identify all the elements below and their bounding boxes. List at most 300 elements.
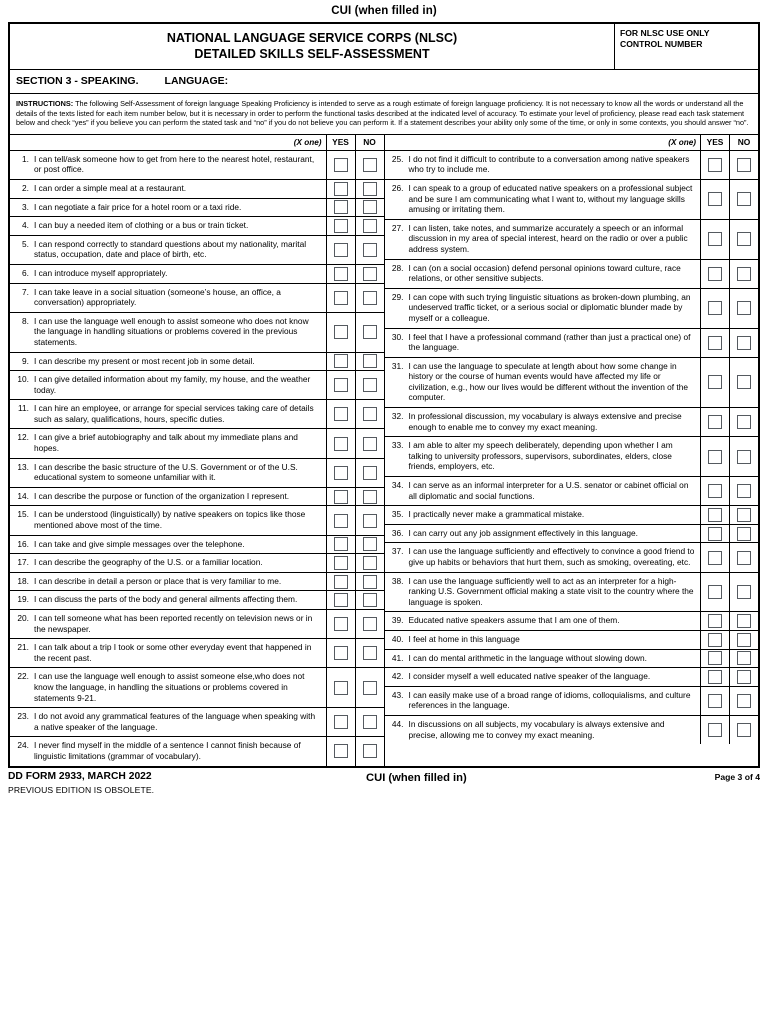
left-no-checkbox-cell[interactable] [355,639,384,667]
no-checkbox[interactable] [737,694,751,708]
form-id-block [8,771,154,795]
item-label: I can easily make use of a broad range of idioms, colloquialisms, and culture references in the language. [408,689,691,711]
item-label: I do not avoid any grammatical features of the language when speaking with a native speaker of the language. [34,711,316,732]
table-row [385,543,759,572]
yes-checkbox[interactable] [334,466,348,480]
right-yes-checkbox-cell[interactable] [700,650,729,668]
no-checkbox[interactable] [363,575,377,589]
yes-checkbox[interactable] [708,158,722,172]
table-row [385,525,759,544]
item-statement [10,265,326,283]
left-no-checkbox-cell[interactable] [355,668,384,707]
item-number: 42. [391,671,404,682]
left-yes-checkbox-cell[interactable] [326,284,355,312]
left-no-checkbox-cell[interactable] [355,353,384,371]
table-row [385,573,759,613]
yes-checkbox[interactable] [708,232,722,246]
right-no-checkbox-cell[interactable] [729,543,758,571]
item-number: 11. [18,403,29,414]
no-checkbox[interactable] [737,551,751,565]
cui-banner-bottom: CUI (when filled in) [366,771,467,784]
yes-checkbox[interactable] [708,508,722,522]
left-yes-checkbox-cell[interactable] [326,554,355,572]
no-checkbox[interactable] [363,617,377,631]
item-statement [10,708,326,736]
right-yes-checkbox-cell[interactable] [700,151,729,179]
no-checkbox[interactable] [737,415,751,429]
left-yes-checkbox-cell[interactable] [326,400,355,428]
no-checkbox[interactable] [363,378,377,392]
left-no-checkbox-cell[interactable] [355,236,384,264]
right-yes-checkbox-cell[interactable] [700,687,729,715]
no-checkbox[interactable] [737,527,751,541]
left-no-checkbox-cell[interactable] [355,313,384,352]
right-x-one-label: (X one) [668,137,696,147]
yes-checkbox[interactable] [334,378,348,392]
right-yes-checkbox-cell[interactable] [700,477,729,505]
no-checkbox[interactable] [737,158,751,172]
right-no-checkbox-cell[interactable] [729,631,758,649]
item-statement [385,220,701,259]
form-footer [8,768,760,795]
item-number: 44. [391,718,404,729]
left-no-checkbox-cell[interactable] [355,459,384,487]
right-no-checkbox-cell[interactable] [729,525,758,543]
form-frame [8,22,760,768]
no-checkbox[interactable] [363,490,377,504]
table-row [385,631,759,650]
item-number: 25. [391,153,404,164]
item-number: 24. [17,740,29,751]
item-label: I can talk about a trip I took or some other everyday event that happened in the recent past. [34,642,312,663]
item-label: I can tell someone what has been reported recently on television news or in the newspaper. [34,613,313,634]
item-label: I can carry out any job assignment effectively in this language. [408,527,638,538]
item-number: 1. [22,153,29,164]
no-checkbox[interactable] [363,182,377,196]
yes-checkbox[interactable] [334,291,348,305]
item-label: I can describe my present or most recent job in some detail. [34,355,255,366]
no-checkbox[interactable] [363,219,377,233]
left-no-checkbox-cell[interactable] [355,573,384,591]
item-statement [10,151,326,179]
table-row [10,591,384,610]
left-yes-checkbox-cell[interactable] [326,151,355,179]
left-yes-checkbox-cell[interactable] [326,708,355,736]
left-no-checkbox-cell[interactable] [355,284,384,312]
item-label: I can describe the purpose or function of the organization I represent. [34,490,290,501]
control-number-label-line1: FOR NLSC USE ONLY [620,28,710,38]
item-statement [10,236,326,264]
left-no-checkbox-cell[interactable] [355,554,384,572]
table-row [10,353,384,372]
item-statement [10,199,326,217]
no-checkbox[interactable] [363,291,377,305]
yes-checkbox[interactable] [708,375,722,389]
left-no-checkbox-cell[interactable] [355,199,384,217]
item-number: 6. [22,267,29,278]
item-label: I can speak to a group of educated native speakers on a professional subject and be sure I am communicating what I want to, without my language skills amusing or irritating them. [408,182,693,215]
yes-checkbox[interactable] [334,744,348,758]
item-number: 15. [17,509,29,520]
right-yes-checkbox-cell[interactable] [700,668,729,686]
right-no-checkbox-cell[interactable] [729,408,758,436]
item-label: I feel that I have a professional command (rather than just a practical one) of the language. [408,331,691,353]
table-row [385,260,759,289]
left-no-checkbox-cell[interactable] [355,506,384,534]
item-statement [385,180,701,219]
right-yes-checkbox-cell[interactable] [700,289,729,328]
no-checkbox[interactable] [737,723,751,737]
item-number: 34. [391,480,404,491]
yes-checkbox[interactable] [334,200,348,214]
left-yes-checkbox-cell[interactable] [326,591,355,609]
right-no-checkbox-cell[interactable] [729,573,758,612]
right-no-checkbox-cell[interactable] [729,289,758,328]
right-no-checkbox-cell[interactable] [729,687,758,715]
item-statement [10,488,326,506]
yes-checkbox[interactable] [708,633,722,647]
table-row [385,220,759,260]
no-checkbox[interactable] [363,407,377,421]
form-title [10,24,614,69]
item-number: 13. [17,461,29,472]
item-statement [385,289,701,328]
item-label: I can serve as an informal interpreter for a U.S. senator or cabinet official on all diplomatic and social functions. [408,480,689,501]
no-checkbox[interactable] [737,484,751,498]
item-statement [385,437,701,476]
table-row [385,329,759,358]
table-row [10,313,384,353]
right-no-checkbox-cell[interactable] [729,477,758,505]
left-x-one-label: (X one) [293,137,322,147]
yes-checkbox[interactable] [708,694,722,708]
no-checkbox[interactable] [737,232,751,246]
yes-checkbox[interactable] [708,267,722,281]
table-row [10,506,384,535]
item-statement [385,408,701,436]
item-label: I can use the language well enough to assist someone else,who does not know the language, in handling the situations or problems covered in statements 9-21. [34,671,305,703]
item-label: I can give detailed information about my family, my house, and the weather today. [34,374,311,395]
item-label: I can do mental arithmetic in the language without slowing down. [408,652,647,663]
item-statement [10,668,326,707]
right-yes-checkbox-cell[interactable] [700,437,729,476]
yes-checkbox[interactable] [708,336,722,350]
yes-checkbox[interactable] [708,415,722,429]
item-label: I can hire an employee, or arrange for special services taking care of details such as salary, qualifications, hours, specific duties. [34,403,314,424]
left-no-checkbox-cell[interactable] [355,180,384,198]
item-statement [10,554,326,572]
item-number: 14. [17,490,29,501]
right-yes-checkbox-cell[interactable] [700,525,729,543]
left-no-checkbox-cell[interactable] [355,151,384,179]
no-checkbox[interactable] [363,514,377,528]
item-label: I can respond correctly to standard questions about my nationality, marital status, occupation, date and place of birth, etc. [34,238,307,260]
item-number: 31. [391,360,404,371]
item-number: 40. [391,633,404,644]
no-checkbox[interactable] [363,556,377,570]
table-row [10,668,384,708]
right-no-checkbox-cell[interactable] [729,437,758,476]
yes-checkbox[interactable] [334,490,348,504]
right-no-checkbox-cell[interactable] [729,358,758,407]
item-statement [10,639,326,667]
right-no-checkbox-cell[interactable] [729,220,758,259]
no-checkbox[interactable] [737,633,751,647]
yes-checkbox[interactable] [708,527,722,541]
left-yes-checkbox-cell[interactable] [326,459,355,487]
item-label: In discussions on all subjects, my vocabulary is always extensive and precise, allowing me to convey my exact meaning. [408,718,665,740]
control-number-label-line2: CONTROL NUMBER [620,39,703,49]
right-no-checkbox-cell[interactable] [729,716,758,744]
yes-checkbox[interactable] [334,575,348,589]
left-no-checkbox-cell[interactable] [355,610,384,638]
yes-checkbox[interactable] [334,681,348,695]
left-no-checkbox-cell[interactable] [355,488,384,506]
title-band [10,24,758,70]
right-yes-checkbox-cell[interactable] [700,180,729,219]
table-row [385,477,759,506]
no-checkbox[interactable] [737,585,751,599]
left-yes-checkbox-cell[interactable] [326,610,355,638]
left-no-checkbox-cell[interactable] [355,708,384,736]
item-number: 10. [17,374,29,385]
yes-checkbox[interactable] [708,614,722,628]
right-yes-checkbox-cell[interactable] [700,543,729,571]
no-checkbox[interactable] [363,593,377,607]
left-yes-checkbox-cell[interactable] [326,536,355,554]
table-row [10,488,384,507]
yes-checkbox[interactable] [334,537,348,551]
left-yes-checkbox-cell[interactable] [326,265,355,283]
table-row [10,737,384,765]
item-statement [10,353,326,371]
item-statement [385,525,701,543]
no-checkbox[interactable] [737,614,751,628]
yes-checkbox[interactable] [708,301,722,315]
item-number: 16. [17,538,29,549]
item-statement [10,313,326,352]
item-label: I can take and give simple messages over the telephone. [34,538,245,549]
no-checkbox[interactable] [737,301,751,315]
right-yes-checkbox-cell[interactable] [700,612,729,630]
left-yes-checkbox-cell[interactable] [326,737,355,765]
yes-checkbox[interactable] [334,354,348,368]
item-label: I can buy a needed item of clothing or a bus or train ticket. [34,220,249,231]
no-checkbox[interactable] [737,651,751,665]
right-no-checkbox-cell[interactable] [729,650,758,668]
item-label: I consider myself a well educated native speaker of the language. [408,671,651,682]
previous-edition-note: PREVIOUS EDITION IS OBSOLETE. [8,784,155,795]
item-number: 12. [17,432,29,443]
left-yes-checkbox-cell[interactable] [326,429,355,457]
language-label: LANGUAGE: [164,75,229,87]
yes-checkbox[interactable] [334,407,348,421]
no-checkbox[interactable] [363,158,377,172]
left-no-checkbox-cell[interactable] [355,371,384,399]
yes-checkbox[interactable] [334,617,348,631]
yes-checkbox[interactable] [708,723,722,737]
left-yes-checkbox-cell[interactable] [326,353,355,371]
right-no-checkbox-cell[interactable] [729,180,758,219]
control-number-box[interactable] [614,24,758,69]
no-checkbox[interactable] [737,450,751,464]
table-row [10,573,384,592]
left-yes-checkbox-cell[interactable] [326,668,355,707]
no-checkbox[interactable] [737,336,751,350]
left-yes-checkbox-cell[interactable] [326,236,355,264]
item-label: I can describe the basic structure of the U.S. Government or of the U.S. educational system to someone unfamiliar with it. [34,461,298,483]
item-statement [10,371,326,399]
left-yes-checkbox-cell[interactable] [326,199,355,217]
no-checkbox[interactable] [737,670,751,684]
no-checkbox[interactable] [737,375,751,389]
item-label: I can give a brief autobiography and talk about my immediate plans and hopes. [34,432,298,454]
right-no-checkbox-cell[interactable] [729,612,758,630]
yes-checkbox[interactable] [708,670,722,684]
right-yes-checkbox-cell[interactable] [700,716,729,744]
item-statement [385,650,701,668]
no-checkbox[interactable] [363,715,377,729]
left-yes-checkbox-cell[interactable] [326,639,355,667]
item-statement [385,506,701,524]
right-no-checkbox-cell[interactable] [729,329,758,357]
item-number: 43. [391,689,404,700]
instructions-lead: INSTRUCTIONS: [16,99,74,108]
left-yes-checkbox-cell[interactable] [326,180,355,198]
item-label: I can discuss the parts of the body and general ailments affecting them. [34,594,298,605]
item-label: I can tell/ask someone how to get from here to the nearest hotel, restaurant, or post office. [34,153,315,175]
item-number: 8. [22,315,29,326]
no-checkbox[interactable] [363,267,377,281]
table-row [10,217,384,236]
no-checkbox[interactable] [363,466,377,480]
yes-checkbox[interactable] [334,158,348,172]
right-no-checkbox-cell[interactable] [729,668,758,686]
left-no-checkbox-cell[interactable] [355,400,384,428]
yes-checkbox[interactable] [334,182,348,196]
yes-checkbox[interactable] [334,715,348,729]
left-no-checkbox-cell[interactable] [355,591,384,609]
table-row [385,151,759,180]
no-checkbox[interactable] [363,744,377,758]
right-yes-checkbox-cell[interactable] [700,506,729,524]
table-row [10,151,384,180]
yes-checkbox[interactable] [708,484,722,498]
item-label: I can describe the geography of the U.S. or a familiar location. [34,557,263,568]
item-number: 29. [391,291,404,302]
no-checkbox[interactable] [363,200,377,214]
left-no-checkbox-cell[interactable] [355,737,384,765]
no-checkbox[interactable] [363,243,377,257]
right-yes-checkbox-cell[interactable] [700,573,729,612]
left-yes-checkbox-cell[interactable] [326,506,355,534]
table-row [385,289,759,329]
right-no-checkbox-cell[interactable] [729,506,758,524]
item-label: I can order a simple meal at a restaurant. [34,182,187,193]
yes-checkbox[interactable] [334,556,348,570]
right-yes-checkbox-cell[interactable] [700,631,729,649]
form-title-line2: DETAILED SKILLS SELF-ASSESSMENT [194,47,430,61]
no-checkbox[interactable] [363,437,377,451]
table-row [10,536,384,555]
right-yes-checkbox-cell[interactable] [700,329,729,357]
yes-checkbox[interactable] [708,551,722,565]
item-label: I never find myself in the middle of a sentence I cannot finish because of linguistic limitations (grammar of vocabulary). [34,740,301,761]
item-label: I can negotiate a fair price for a hotel room or a taxi ride. [34,201,242,212]
yes-checkbox[interactable] [334,646,348,660]
instructions-block [10,94,758,135]
item-number: 35. [391,509,404,520]
item-label: I do not find it difficult to contribute to a conversation among native speakers who try to include me. [408,153,690,175]
table-row [10,199,384,218]
no-checkbox[interactable] [737,267,751,281]
left-no-checkbox-cell[interactable] [355,217,384,235]
left-yes-checkbox-cell[interactable] [326,217,355,235]
table-row [10,429,384,458]
table-row [10,371,384,400]
no-checkbox[interactable] [737,508,751,522]
yes-checkbox[interactable] [334,437,348,451]
yes-checkbox[interactable] [708,192,722,206]
left-no-checkbox-cell[interactable] [355,429,384,457]
item-number: 37. [391,546,404,557]
item-statement [10,536,326,554]
cui-banner-top: CUI (when filled in) [331,5,437,17]
item-number: 4. [22,220,29,231]
right-yes-checkbox-cell[interactable] [700,260,729,288]
no-checkbox[interactable] [363,646,377,660]
yes-checkbox[interactable] [708,651,722,665]
yes-checkbox[interactable] [334,243,348,257]
item-statement [10,610,326,638]
item-label: I can describe in detail a person or place that is very familiar to me. [34,575,282,586]
right-no-checkbox-cell[interactable] [729,260,758,288]
right-yes-checkbox-cell[interactable] [700,358,729,407]
yes-checkbox[interactable] [334,325,348,339]
right-yes-checkbox-cell[interactable] [700,408,729,436]
item-statement [385,543,701,571]
yes-checkbox[interactable] [708,450,722,464]
no-checkbox[interactable] [363,681,377,695]
item-number: 9. [22,355,29,366]
left-yes-checkbox-cell[interactable] [326,573,355,591]
left-no-checkbox-cell[interactable] [355,536,384,554]
yes-checkbox[interactable] [334,514,348,528]
right-no-checkbox-cell[interactable] [729,151,758,179]
item-statement [10,217,326,235]
left-yes-checkbox-cell[interactable] [326,488,355,506]
no-checkbox[interactable] [363,537,377,551]
yes-checkbox[interactable] [708,585,722,599]
yes-checkbox[interactable] [334,267,348,281]
table-row [385,437,759,477]
page-number: Page 3 of 4 [714,771,760,782]
yes-checkbox[interactable] [334,219,348,233]
form-id: DD FORM 2933, MARCH 2022 [8,770,152,782]
right-yes-checkbox-cell[interactable] [700,220,729,259]
left-yes-checkbox-cell[interactable] [326,313,355,352]
yes-checkbox[interactable] [334,593,348,607]
item-number: 26. [391,182,404,193]
item-statement [385,151,701,179]
no-checkbox[interactable] [363,354,377,368]
left-yes-checkbox-cell[interactable] [326,371,355,399]
left-no-checkbox-cell[interactable] [355,265,384,283]
no-checkbox[interactable] [363,325,377,339]
item-label: I can use the language sufficiently and effectively to convince a good friend to give up habits or behaviors that hurt them, such as smoking, overeating, etc. [408,546,695,567]
table-row [10,180,384,199]
no-checkbox[interactable] [737,192,751,206]
